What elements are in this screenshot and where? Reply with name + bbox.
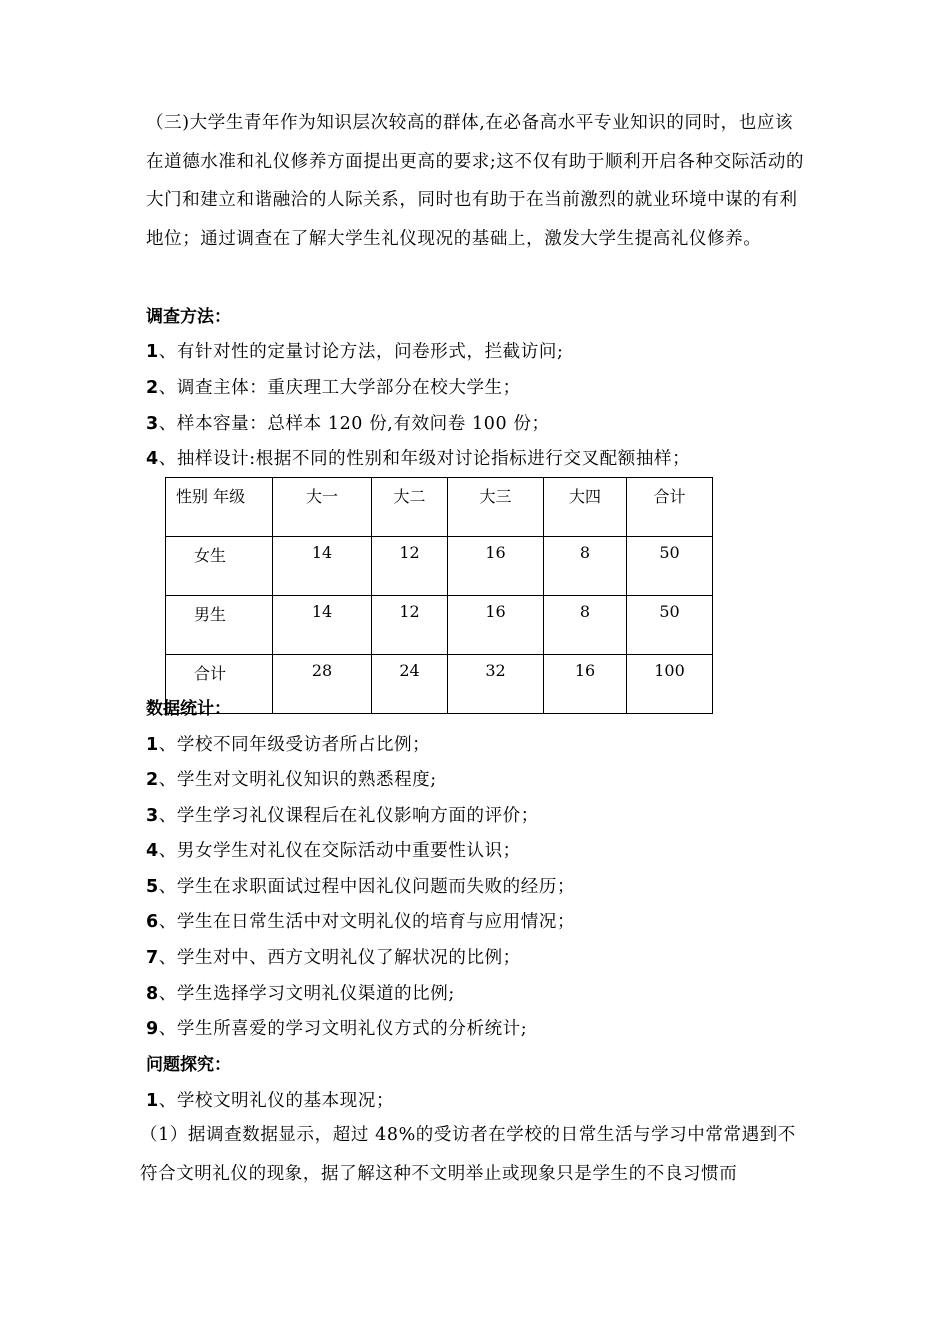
statistics-item-7: 7、学生对中、西方文明礼仪了解状况的比例； — [146, 948, 521, 968]
statistics-item-2: 2、学生对文明礼仪知识的熟悉程度; — [146, 770, 437, 790]
survey-method-item-1: 1、有针对性的定量讨论方法，问卷形式，拦截访问; — [146, 342, 564, 362]
table-cell: 8 — [544, 596, 627, 655]
table-row — [166, 655, 713, 714]
survey-method-heading: 调查方法： — [146, 307, 231, 327]
table-cell: 女生 — [166, 537, 273, 596]
table-cell: 14 — [273, 537, 372, 596]
table-header-cell: 合计 — [627, 478, 713, 537]
intro-paragraph: （三)大学生青年作为知识层次较高的群体,在必备高水平专业知识的同时，也应该在道德水准和礼仪修养方面提出更高的要求;这不仅有助于顺利开启各种交际活动的大门和建立和谐融洽的人际关系，同时也有助于在当前激烈的就业环境中谋的有利地位；通过调查在了解大学生礼仪现况的基础上，激发大学生提高礼仪修养。 — [146, 113, 805, 249]
table-cell: 12 — [372, 596, 448, 655]
problem-heading: 问题探究： — [146, 1055, 231, 1075]
table-header-cell: 大一 — [273, 478, 372, 537]
statistics-item-9: 9、学生所喜爱的学习文明礼仪方式的分析统计; — [146, 1019, 528, 1039]
table-cell: 50 — [627, 596, 713, 655]
table-header-cell: 性别 年级 — [166, 478, 273, 537]
table-cell: 16 — [544, 655, 627, 714]
table-header-cell: 大四 — [544, 478, 627, 537]
problem-item-1: 1、学校文明礼仪的基本现况； — [146, 1091, 395, 1111]
table-cell: 男生 — [166, 596, 273, 655]
table-cell: 28 — [273, 655, 372, 714]
table-cell: 8 — [544, 537, 627, 596]
table-header-row — [166, 478, 713, 537]
table-cell: 24 — [372, 655, 448, 714]
statistics-heading: 数据统计： — [146, 699, 231, 719]
table-cell: 100 — [627, 655, 713, 714]
table-cell: 14 — [273, 596, 372, 655]
table-cell: 12 — [372, 537, 448, 596]
table-cell: 50 — [627, 537, 713, 596]
table-row — [166, 596, 713, 655]
table-cell: 16 — [448, 537, 544, 596]
survey-method-item-4: 4、抽样设计:根据不同的性别和年级对讨论指标进行交叉配额抽样； — [146, 449, 691, 469]
statistics-item-3: 3、学生学习礼仪课程后在礼仪影响方面的评价； — [146, 806, 539, 826]
table-header-cell: 大三 — [448, 478, 544, 537]
statistics-item-8: 8、学生选择学习文明礼仪渠道的比例; — [146, 984, 455, 1004]
survey-method-item-3: 3、样本容量：总样本 120 份,有效问卷 100 份； — [146, 414, 550, 434]
statistics-item-5: 5、学生在求职面试过程中因礼仪问题而失败的经历； — [146, 877, 576, 897]
sample-table — [165, 477, 713, 714]
statistics-item-4: 4、男女学生对礼仪在交际活动中重要性认识； — [146, 841, 521, 861]
table-cell: 16 — [448, 596, 544, 655]
table-row — [166, 537, 713, 596]
table-header-cell: 大二 — [372, 478, 448, 537]
table-cell: 合计 — [166, 655, 273, 714]
survey-method-item-2: 2、调查主体：重庆理工大学部分在校大学生； — [146, 378, 521, 398]
statistics-item-1: 1、学校不同年级受访者所占比例； — [146, 735, 431, 755]
statistics-item-6: 6、学生在日常生活中对文明礼仪的培育与应用情况； — [146, 912, 576, 932]
problem-paragraph: （1）据调查数据显示，超过 48%的受访者在学校的日常生活与学习中常常遇到不符合文明礼仪的现象，据了解这种不文明举止或现象只是学生的不良习惯而 — [140, 1125, 796, 1184]
table-cell: 32 — [448, 655, 544, 714]
